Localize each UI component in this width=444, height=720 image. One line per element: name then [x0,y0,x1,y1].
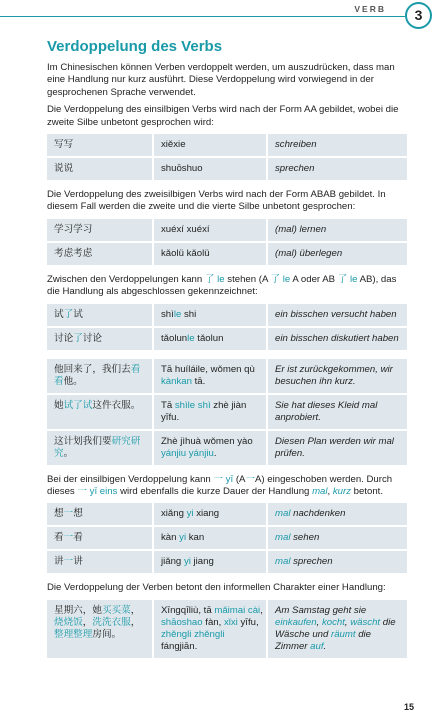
chinese-cell [47,395,152,429]
german-cell: schreiben [275,139,317,151]
highlight-text: 买买菜 [101,604,131,616]
table-row [47,527,407,549]
text-segment: xiǎng [161,508,187,520]
aa-table [47,134,407,180]
chinese-cell [47,431,152,465]
pinyin-cell [154,503,266,525]
german-cell [268,527,407,549]
pinyin-cell: xiěxie [161,139,186,151]
chinese-cell [47,359,152,393]
text-segment: 看 [54,532,64,544]
text-segment: , [316,616,322,628]
pinyin-cell [154,600,266,658]
highlight-text: yi [179,532,187,544]
text-segment: ， [82,616,93,628]
text-segment: 房间。 [92,628,122,640]
german-cell: ein bisschen versucht haben [275,308,397,320]
text-segment: zhè jiàn yīfu. [161,399,247,423]
chinese-cell [47,551,152,573]
text-segment: Xīngqīliù, tā [161,604,215,616]
highlight-text: 试了试 [63,399,93,411]
highlight-text: 一 [63,532,74,544]
table-row [47,359,407,393]
german-cell [268,503,407,525]
chinese-cell [47,527,152,549]
highlight-text: mal [275,556,291,568]
table-row [47,328,407,350]
highlight-text: mal [275,508,291,520]
text-segment: ， [130,616,141,628]
pinyin-cell: shuōshuo [161,163,203,175]
pinyin-cell [154,395,266,429]
text-segment: sprechen [290,556,333,568]
text-segment: , [260,604,263,616]
highlight-text: mal [312,486,328,498]
highlight-text: yi [186,508,194,520]
final-table [47,600,407,658]
highlight-text: mǎimai cài [214,604,261,616]
sentence-table [47,359,407,465]
text-segment: kàn [161,532,180,544]
table-row [47,219,407,241]
german-cell: (mal) überlegen [275,247,343,259]
pinyin-cell: tǎolunle tǎolun [161,332,224,344]
text-segment: 这计划我们要 [54,435,112,447]
pinyin-cell: kǎolü kǎolü [161,247,210,259]
highlight-text: 一 yī [213,473,234,485]
text-segment: 。 [63,447,74,459]
chinese-cell: 考虑考虑 [54,247,93,259]
le-highlight: 了 le [270,273,291,285]
chinese-cell [47,503,152,525]
chinese-cell: 说说 [54,163,74,175]
yi-table [47,503,407,573]
aa-paragraph: Die Verdoppelung des einsilbigen Verbs wird nach der Form AA gebildet, wobei die zweite Silbe unbetont gesprochen wird: [47,104,399,128]
text-segment: 想 [73,508,83,520]
text-segment: 看 [73,532,83,544]
table-row [47,431,407,465]
chapter-badge: 3 [405,2,432,29]
text-segment: 讲 [73,556,83,568]
text-segment: betont. [351,486,384,498]
section-label: VERB [350,4,390,14]
highlight-text: 一 [63,508,74,520]
highlight-text: 研究研究 [54,435,141,459]
highlight-text: zhěngli zhěngli [161,628,225,640]
pinyin-cell [154,551,266,573]
pinyin-cell [154,431,266,465]
german-cell: (mal) lernen [275,223,327,235]
pinyin-cell [154,359,266,393]
le-table [47,304,407,350]
highlight-text: 烧烧饭 [54,616,83,628]
chinese-cell: 试了试 [54,308,83,320]
chinese-cell: 学习学习 [54,223,93,235]
page-number: 15 [403,702,414,712]
intro-paragraph: Im Chinesischen können Verben verdoppelt werden, um auszudrücken, dass man eine Handlung nur kurz ausführt. Diese Verdoppelung wird vorwiegend in der gesprochenen Sprache verwendet. [47,62,395,98]
abab-table [47,219,407,265]
text-segment: 他回来了，我们去 [54,363,131,375]
chinese-cell: 写写 [54,139,74,151]
text-segment: 想 [54,508,64,520]
text-segment: . [323,640,327,652]
page-content [47,38,407,667]
text-segment: die Zimmer [275,628,371,652]
text-segment: 星期六，她 [54,604,102,616]
text-segment: ， [130,604,141,616]
highlight-text: xǐxi [223,616,238,628]
highlight-text: 一 [63,556,74,568]
german-cell: Sie hat dieses Kleid mal anprobiert. [275,399,378,423]
text-segment: (A [233,473,246,485]
highlight-text: shìle shì [174,399,211,411]
text-segment: xiang [193,508,220,520]
text-segment: Tā [161,399,175,411]
text-segment: fàn, [202,616,224,628]
highlight-text: 一 [245,473,256,485]
highlight-text: mal [275,532,291,544]
header-rule [0,16,405,17]
text-segment: yīfu, [237,616,259,628]
yi-paragraph [47,474,407,499]
text-segment: fángjiān. [161,640,198,652]
text-segment: . [213,447,217,459]
highlight-text: wäscht [350,616,381,628]
text-segment: wird ebenfalls die kurze Dauer der Handlung [117,486,313,498]
text-segment: sehen [290,532,320,544]
text-segment: Zhè jìhuà wǒmen yào [161,435,253,447]
highlight-text: 看看 [54,363,141,387]
chinese-cell: 讨论了讨论 [54,332,102,344]
german-cell: Diesen Plan werden wir mal prüfen. [275,435,394,459]
table-row [47,134,407,156]
text-segment: jiǎng [161,556,184,568]
chinese-cell [47,600,152,658]
highlight-text: 整理整理 [54,628,93,640]
text-segment: , [344,616,351,628]
le-highlight: 了 le [337,273,358,285]
text-segment: tā. [191,375,206,387]
table-row [47,304,407,326]
highlight-text: yánjiu yánjiu [161,447,214,459]
table-row [47,243,407,265]
le-paragraph: Zwischen den Verdoppelungen kann 了 le stehen (A 了 le A oder AB 了 le AB), das die Handlung als abgeschlossen gekennzeichnet: [47,273,397,298]
german-cell: sprechen [275,163,315,175]
text-segment: 她 [54,399,64,411]
text-segment: 他。 [63,375,83,387]
page-header [0,0,444,34]
highlight-text: auf [310,640,324,652]
text-segment: die Wäsche und [275,616,396,640]
highlight-text: shāoshao [161,616,203,628]
highlight-text: 洗洗衣服 [92,616,131,628]
text-segment: nachdenken [290,508,346,520]
text-segment: , [327,486,333,498]
final-paragraph: Die Verdoppelung der Verben betont den informellen Charakter einer Handlung: [47,582,386,594]
text-segment: kan [186,532,205,544]
highlight-text: kurz [332,486,351,498]
table-row [47,551,407,573]
german-cell [268,600,407,658]
german-cell [268,551,407,573]
highlight-text: räumt [331,628,356,640]
text-segment: Am Samstag geht sie [275,604,367,616]
pinyin-cell: shìle shi [161,308,197,320]
highlight-text: 一 yī eins [77,486,118,498]
german-cell: Er ist zurückgekommen, wir besuchen ihn kurz. [275,363,393,387]
text-segment: A) eingeschoben werden. Durch dieses [47,473,393,498]
pinyin-cell [154,527,266,549]
text-segment: jiang [190,556,214,568]
abab-paragraph: Die Verdoppelung des zweisilbigen Verbs wird nach der Form ABAB gebildet. In diesem Fall werden die zweite und die vierte Silbe unbetont gesprochen: [47,189,386,213]
text-segment: Bei der einsilbigen Verdoppelung kann [47,473,214,485]
text-segment: 这件衣服。 [92,399,141,411]
text-segment: 讲 [54,556,64,568]
text-segment: Tā huíláile, wǒmen qù [161,363,255,375]
table-row [47,158,407,180]
highlight-text: yi [183,556,191,568]
pinyin-cell: xuéxí xuéxí [161,223,210,235]
highlight-text: kocht [321,616,345,628]
table-row [47,503,407,525]
table-row [47,395,407,429]
table-row [47,600,407,658]
le-highlight: 了 le [204,273,225,285]
page-title: Verdoppelung des Verbs [47,38,223,55]
highlight-text: kànkan [161,375,192,387]
german-cell: ein bisschen diskutiert haben [275,332,399,344]
highlight-text: einkaufen [275,616,317,628]
